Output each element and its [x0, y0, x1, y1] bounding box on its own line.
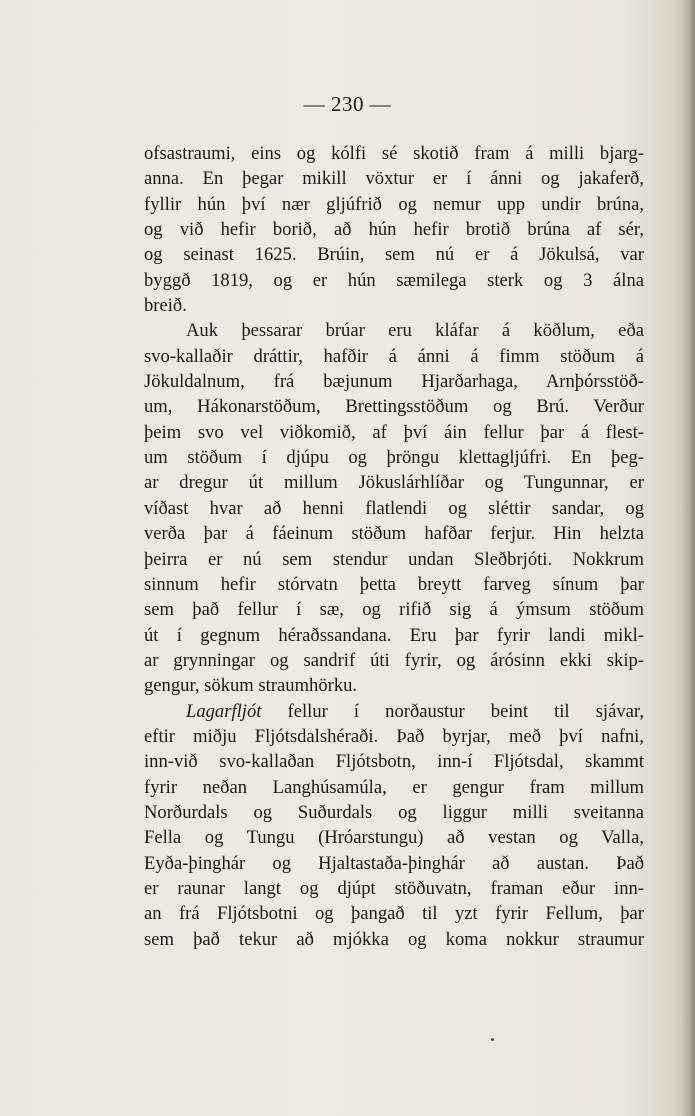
text-line: sem það tekur að mjókka og koma nokkur straumur	[144, 928, 644, 950]
text-line: sem það fellur í sæ, og rifið sig á ýmsum stöðum	[144, 599, 644, 621]
text-line: sinnum hefir stórvatn þetta breytt farveg sínum þar	[144, 573, 644, 595]
text-line-with-italic-lead	[144, 699, 644, 724]
text-line: Auk þessarar brúar eru kláfar á köðlum, eða	[186, 320, 644, 342]
text-line: og við hefir borið, að hún hefir brotið brúna af sér,	[144, 219, 644, 241]
text-line: og seinast 1625. Brúin, sem nú er á Jökulsá, var	[144, 244, 644, 266]
text-line: þeirra er nú sem stendur undan Sleðbrjóti. Nokkrum	[144, 548, 644, 570]
text-line: Norðurdals og Suðurdals og liggur milli sveitanna	[144, 801, 644, 823]
text-fragment: fellur í norðaustur beint til sjávar,	[261, 700, 644, 722]
text-line: Jökuldalnum, frá bæjunum Hjarðarhaga, Arnþórsstöð-	[144, 371, 644, 393]
text-line: víðast hvar að henni flatlendi og sléttir sandar, og	[144, 497, 644, 519]
text-line: Eyða-þinghár og Hjaltastaða-þinghár að austan. Það	[144, 852, 644, 874]
text-line: eftir miðju Fljótsdalshéraði. Það byrjar, með því nafni,	[144, 725, 644, 747]
body-text	[144, 141, 644, 952]
page-number: — 230 —	[303, 92, 392, 116]
text-line: um stöðum í djúpu og þröngu klettagljúfri. En þeg-	[144, 447, 644, 469]
text-line: gengur, sökum straumhörku.	[144, 675, 358, 697]
text-line: út í gegnum héraðssandana. Eru þar fyrir landi mikl-	[144, 624, 644, 646]
text-line: byggð 1819, og er hún sæmilega sterk og 3 álna	[144, 269, 644, 291]
text-line: inn-við svo-kallaðan Fljótsbotn, inn-í Fljótsdal, skammt	[144, 751, 644, 773]
page-edge-shadow	[681, 0, 695, 1116]
italic-term: Lagarfljót	[186, 700, 262, 722]
text-line: ar grynningar og sandrif úti fyrir, og árósinn ekki skip-	[144, 649, 644, 671]
ink-speck	[491, 1038, 494, 1041]
text-line: er raunar langt og djúpt stöðuvatn, framan eður inn-	[144, 877, 644, 899]
text-line: ar dregur út millum Jökuslárhlíðar og Tungunnar, er	[144, 472, 644, 494]
text-line: breið.	[144, 295, 187, 317]
text-line: verða þar á fáeinum stöðum hafðar ferjur. Hin helzta	[144, 523, 644, 545]
text-line: fyllir hún því nær gljúfrið og nemur upp undir brúna,	[144, 193, 644, 215]
text-line: ofsastraumi, eins og kólfi sé skotið fram á milli bjarg-	[144, 143, 644, 164]
text-line: um, Hákonarstöðum, Brettingsstöðum og Brú. Verður	[144, 396, 644, 418]
text-line: svo-kallaðir dráttir, hafðir á ánni á fimm stöðum á	[144, 345, 644, 367]
text-line: þeim svo vel viðkomið, af því áin fellur þar á flest-	[144, 421, 644, 443]
text-line: anna. En þegar mikill vöxtur er í ánni og jakaferð,	[144, 168, 644, 190]
text-line: Fella og Tungu (Hróarstungu) að vestan og Valla,	[144, 827, 644, 849]
text-line: fyrir neðan Langhúsamúla, er gengur fram millum	[144, 776, 644, 798]
text-line: an frá Fljótsbotni og þangað til yzt fyrir Fellum, þar	[144, 903, 644, 925]
